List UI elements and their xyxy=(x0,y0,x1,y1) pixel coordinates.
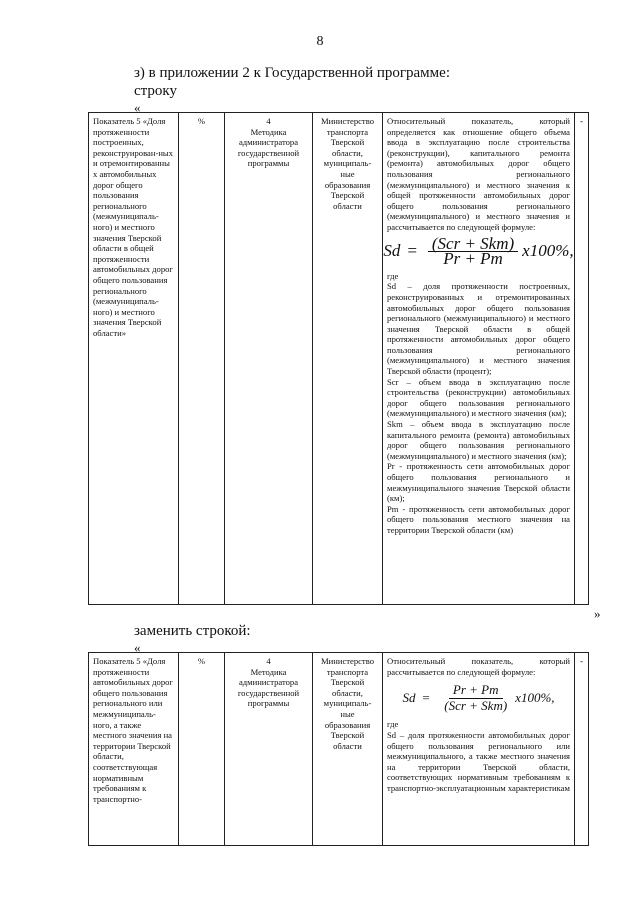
open-quote-1: « xyxy=(134,100,141,115)
description-intro: Относительный показатель, который рассчитывается по следующей формуле: xyxy=(387,656,570,677)
formula xyxy=(387,682,570,713)
last-cell: - xyxy=(575,113,589,605)
description-intro: Относительный показатель, который определяется как отношение общего объема ввода в эксплуатацию после строительства (реконструкции), капитального ремонта (ремонта) автомобильных дорог общего пользования регионального (межмуниципального) и местного значения к общей протяженности автомобильных дорог общего пользования регионального (межмуниципального) и местного значения и рассчитывается по следующей формуле: xyxy=(387,116,570,232)
formula-numerator: Pr + Pm xyxy=(449,685,503,699)
formula-eq: = xyxy=(406,241,418,261)
definition-sd: Sd – доля протяженности построенных, реконструированных и отремонтированных автомобильных дорог общего пользования регионального (межмуниципального) и местного значения Тверской области в общей протяженности автомобильных дорог общего пользования регионального (межмуниципального) и местного значения Тверской области (процент); xyxy=(387,281,570,377)
replacement-row-table xyxy=(88,652,589,846)
method-cell xyxy=(225,113,313,605)
formula xyxy=(383,233,574,269)
definition-pr: Pr - протяженность сети автомобильных дорог общего пользования регионального и межмуниципального значения Тверской области (км); xyxy=(387,461,570,504)
method-number: 4 xyxy=(266,656,271,666)
definition-skm: Skm – объем ввода в эксплуатацию после капитального ремонта (ремонта) автомобильных дорог общего пользования регионального (межмуниципального) и местного значения (км); xyxy=(387,419,570,461)
description-cell xyxy=(383,113,575,605)
responsible-cell: Министерство транспорта Тверской области, муниципаль-ные образования Тверской области xyxy=(313,653,383,846)
formula-denominator: Pr + Pm xyxy=(443,249,503,269)
method-text: Методика администратора государственной программы xyxy=(237,126,300,169)
method-text: Методика администратора государственной программы xyxy=(237,666,300,709)
page-number: 8 xyxy=(316,34,324,49)
unit-cell: % xyxy=(179,113,225,605)
indicator-name-cell: Показатель 5 «Доля протяженности автомобильных дорог общего пользования регионального или межмуниципаль-ного, а также местного значения на территории Тверской области, соответствующая нормативным требованиям к транспортно- xyxy=(89,653,179,846)
replace-line: заменить строкой: xyxy=(134,623,251,639)
last-cell: - xyxy=(575,653,589,846)
description-cell xyxy=(383,653,575,846)
method-cell xyxy=(225,653,313,846)
unit-cell: % xyxy=(179,653,225,846)
intro-line-1: з) в приложении 2 к Государственной программе: xyxy=(134,65,450,81)
formula-eq: = xyxy=(421,689,431,705)
formula-suffix: x100%, xyxy=(522,241,574,261)
where-label: где xyxy=(387,270,399,281)
definition-pm: Pm - протяженность сети автомобильных дорог общего пользования местного значения на территории Тверской области (км) xyxy=(387,503,570,535)
indicator-name-cell: Показатель 5 «Доля протяженности построенных, реконструирован-ных и отремонтированны х автомобильных дорог общего пользования регионального (межмуниципаль-ного) и местного значения Тверской области в общей протяженности автомобильных дорог общего пользования регионального (межмуниципаль-ного) и местного значения Тверской области» xyxy=(89,113,179,605)
original-row-table xyxy=(88,112,589,605)
definition-scr: Scr – объем ввода в эксплуатацию после строительства (реконструкции) автомобильных дорог общего пользования регионального (межмуниципального) и местного значения (км); xyxy=(387,376,570,419)
method-number: 4 xyxy=(266,116,271,126)
responsible-cell: Министерство транспорта Тверской области, муниципаль-ные образования Тверской области xyxy=(313,113,383,605)
formula-lhs: Sd xyxy=(383,241,401,261)
formula-denominator: (Scr + Skm) xyxy=(444,697,508,713)
definition-sd: Sd – доля протяженности автомобильных дорог общего пользования регионального или межмуниципального, а также местного значения на территории Тверской области, соответствующих нормативным требованиям к транспортно-эксплуатационным характеристикам xyxy=(387,729,570,793)
intro-line-2: строку xyxy=(134,83,177,99)
open-quote-2: « xyxy=(134,640,141,655)
where-label: где xyxy=(387,719,399,730)
formula-numerator: (Scr + Skm) xyxy=(428,239,518,253)
formula-lhs: Sd xyxy=(402,689,416,705)
formula-suffix: x100%, xyxy=(515,689,555,705)
close-quote: » xyxy=(594,606,601,621)
